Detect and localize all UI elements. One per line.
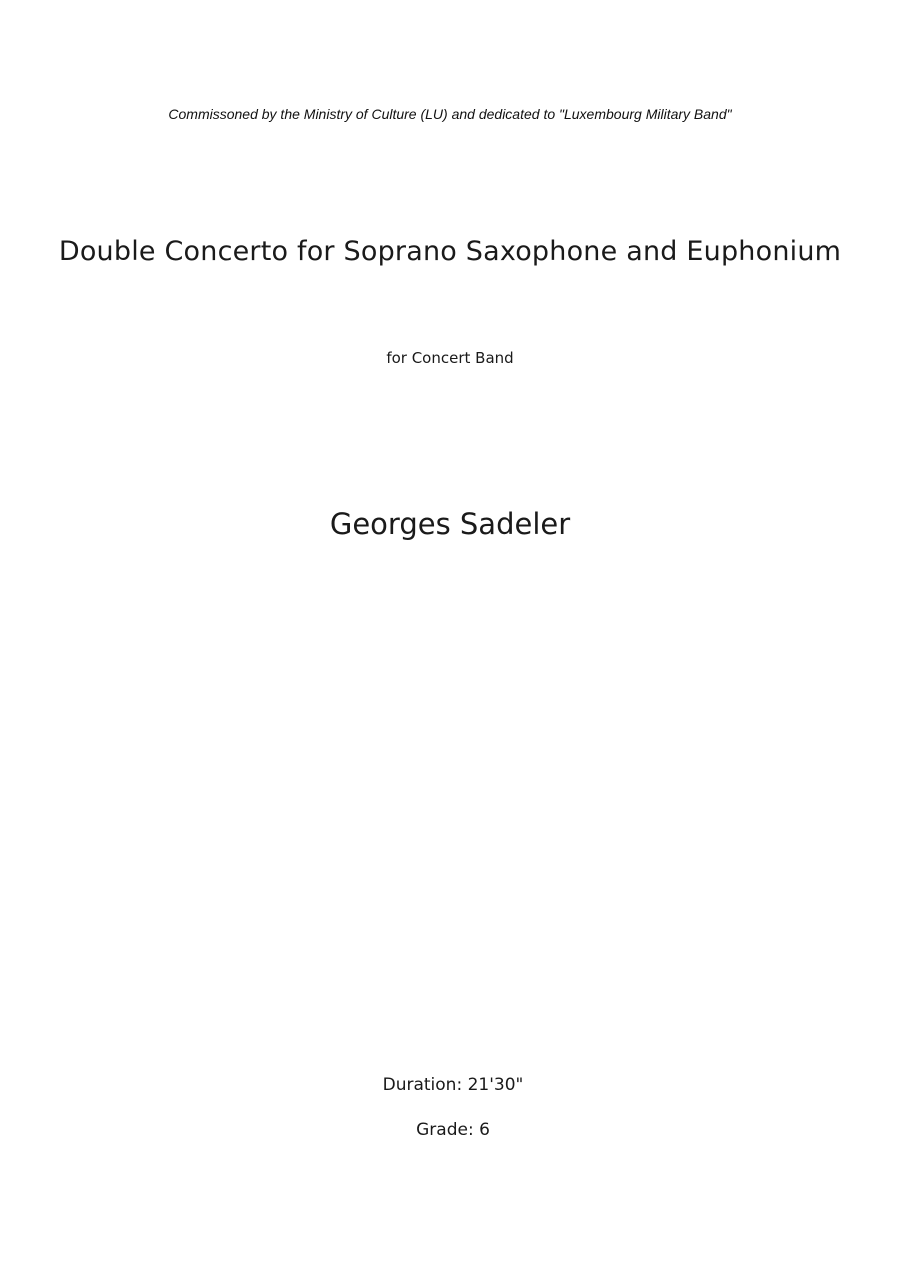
work-title: Double Concerto for Soprano Saxophone and Euphonium <box>58 236 842 267</box>
duration-text: Duration: 21'30" <box>382 1075 524 1095</box>
dedication-text: Commissoned by the Ministry of Culture (LU) and dedicated to "Luxembourg Military Band" <box>168 106 732 122</box>
composer-name: Georges Sadeler <box>329 507 571 541</box>
instrumentation-subtitle: for Concert Band <box>386 349 514 367</box>
grade-text: Grade: 6 <box>416 1120 490 1140</box>
